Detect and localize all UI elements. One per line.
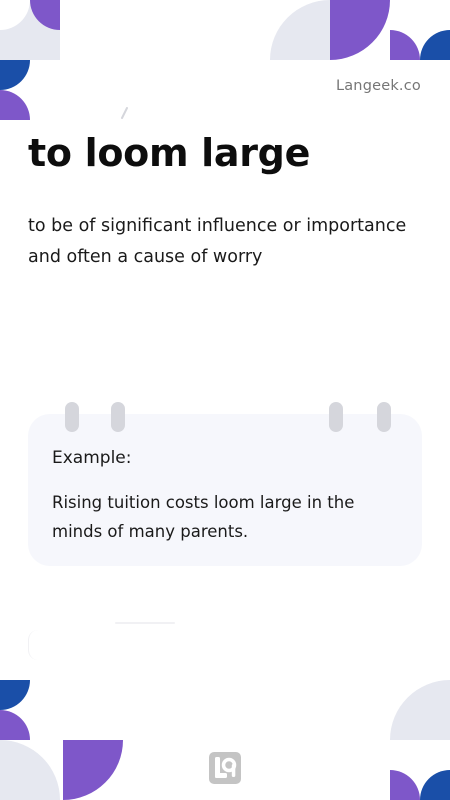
faint-divider [115,622,175,624]
decor-bottom-left [0,680,125,800]
binder-ring-icon [65,402,79,432]
word-title: to loom large [28,131,311,175]
binder-ring-icon [377,402,391,432]
brand-name[interactable]: Langeek.co [335,78,421,94]
word-definition: to be of significant influence or importance and often a cause of worry [28,216,407,267]
langeek-logo-icon[interactable] [209,752,241,784]
accent-tick-icon [121,107,129,119]
binder-ring-icon [329,402,343,432]
example-sentence: Rising tuition costs loom large in the minds of many parents. [52,493,355,541]
decor-top-right [270,0,450,60]
example-label: Example: [52,448,132,468]
example-card [28,414,422,566]
faint-curve [28,630,40,660]
decor-top-left [0,0,60,120]
binder-ring-icon [111,402,125,432]
decor-bottom-right [390,680,450,800]
